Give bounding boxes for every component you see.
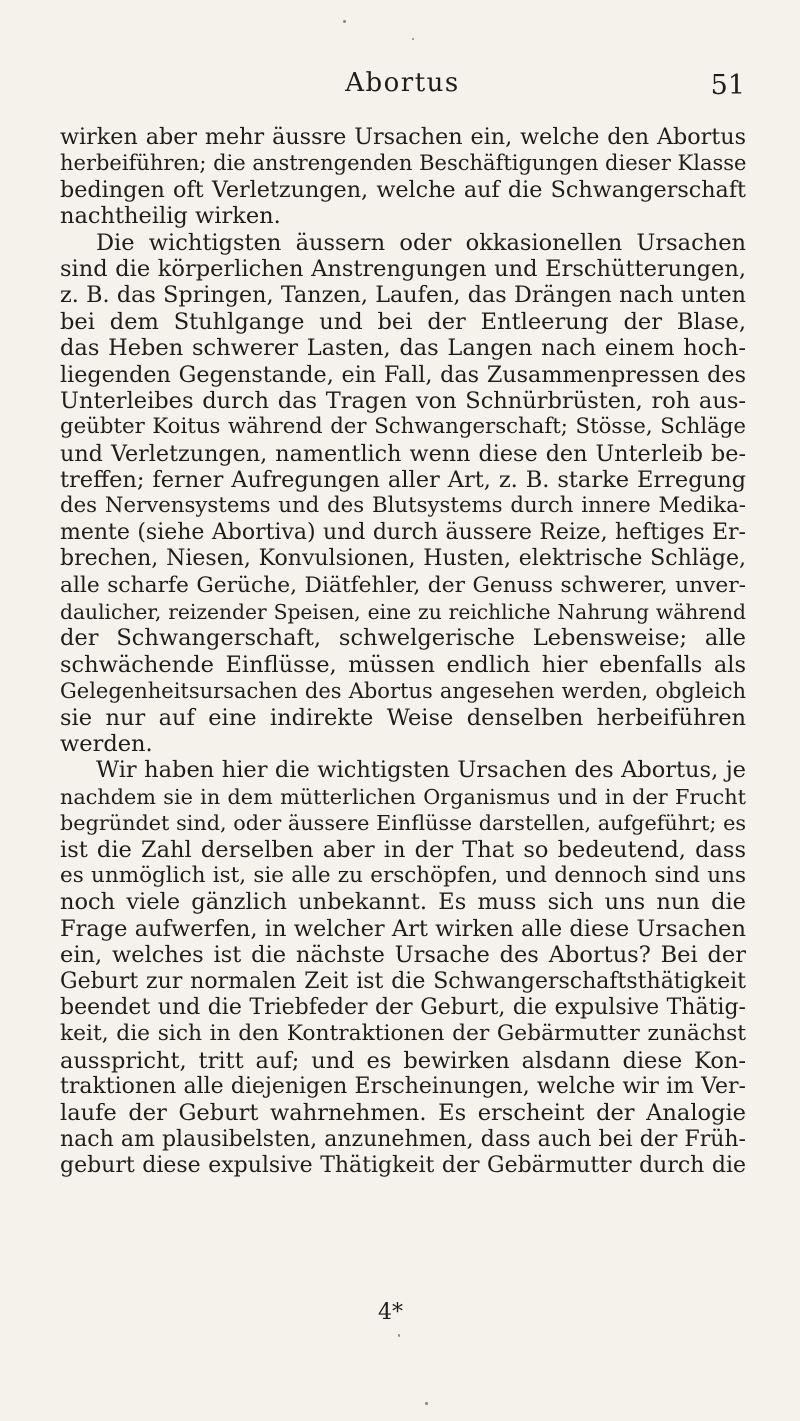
text-line: noch viele gänzlich unbekannt. Es muss sich uns nun die	[60, 889, 746, 916]
text-line: alle scharfe Gerüche, Diätfehler, der Genuss schwerer, unver-	[60, 572, 746, 598]
text-line: Gelegenheitsursachen des Abortus angesehen werden, obgleich	[60, 679, 746, 704]
text-line: bedingen oft Verletzungen, welche auf die Schwangerschaft	[60, 176, 746, 203]
printer-signature: 4*	[378, 1300, 403, 1325]
text-line: ausspricht, tritt auf; und es bewirken alsdann diese Kon-	[60, 1047, 746, 1074]
print-speck	[425, 1402, 428, 1405]
text-line: bei dem Stuhlgange und bei der Entleerung der Blase,	[60, 308, 746, 335]
text-line: begründet sind, oder äussere Einflüsse darstellen, aufgeführt; es	[60, 811, 746, 836]
running-title: Abortus	[345, 68, 460, 98]
print-speck	[343, 20, 346, 23]
text-line: des Nervensystems und des Blutsystems durch innere Medika-	[60, 493, 746, 519]
text-line: wirken aber mehr äussre Ursachen ein, welche den Abortus	[60, 124, 746, 150]
text-line: sind die körperlichen Anstrengungen und Erschütterungen,	[60, 255, 746, 282]
text-line: beendet und die Triebfeder der Geburt, die expulsive Thätig-	[60, 994, 746, 1020]
text-line: mente (siehe Abortiva) und durch äussere Reize, heftiges Er-	[60, 519, 746, 545]
text-line: und Verletzungen, namentlich wenn diese den Unterleib be-	[60, 440, 746, 467]
text-line: nach am plausibelsten, anzunehmen, dass auch bei der Früh-	[60, 1126, 746, 1152]
page-footer	[0, 1300, 800, 1330]
text-line: es unmöglich ist, sie alle zu erschöpfen, und dennoch sind uns	[60, 862, 746, 888]
text-line: liegenden Gegenstande, ein Fall, das Zusammenpressen des	[60, 361, 746, 388]
text-line: ein, welches ist die nächste Ursache des Abortus? Bei der	[60, 942, 746, 969]
text-line: Frage aufwerfen, in welcher Art wirken alle diese Ursachen	[60, 915, 746, 942]
text-line: ist die Zahl derselben aber in der That so bedeutend, dass	[60, 836, 746, 863]
text-line: sie nur auf eine indirekte Weise denselben herbeiführen	[60, 704, 746, 731]
body-text	[60, 124, 746, 1180]
text-line: Wir haben hier die wichtigsten Ursachen des Abortus, je	[96, 757, 746, 784]
print-speck	[398, 1334, 400, 1337]
print-speck	[412, 38, 414, 40]
text-line: traktionen alle diejenigen Erscheinungen, welche wir im Ver-	[60, 1074, 746, 1100]
text-line: keit, die sich in den Kontraktionen der Gebärmutter zunächst	[60, 1021, 746, 1047]
text-line: nachdem sie in dem mütterlichen Organismus und in der Frucht	[60, 784, 746, 809]
text-line: laufe der Geburt wahrnehmen. Es erscheint der Analogie	[60, 1100, 746, 1127]
text-line: Die wichtigsten äussern oder okkasionellen Ursachen	[96, 229, 746, 256]
text-line: nachtheilig wirken.	[60, 203, 281, 230]
text-line: der Schwangerschaft, schwelgerische Lebensweise; alle	[60, 625, 746, 652]
text-line: das Heben schwerer Lasten, das Langen nach einem hoch-	[60, 335, 746, 362]
page-header	[60, 68, 745, 108]
text-line: z. B. das Springen, Tanzen, Laufen, das Drängen nach unten	[60, 282, 746, 309]
text-line: daulicher, reizender Speisen, eine zu reichliche Nahrung während	[60, 600, 746, 625]
text-line: brechen, Niesen, Konvulsionen, Husten, elektrische Schläge,	[60, 546, 746, 572]
text-line: herbeiführen; die anstrengenden Beschäftigungen dieser Klasse	[60, 151, 747, 176]
text-line: geburt diese expulsive Thätigkeit der Gebärmutter durch die	[60, 1153, 746, 1179]
text-line: Unterleibes durch das Tragen von Schnürbrüsten, roh aus-	[60, 387, 746, 414]
page-number: 51	[710, 70, 745, 101]
text-line: Geburt zur normalen Zeit ist die Schwangerschaftsthätigkeit	[60, 968, 746, 994]
text-line: schwächende Einflüsse, müssen endlich hier ebenfalls als	[60, 651, 746, 678]
text-line: werden.	[60, 730, 153, 757]
text-line: geübter Koitus während der Schwangerschaft; Stösse, Schläge	[60, 414, 746, 440]
text-line: treffen; ferner Aufregungen aller Art, z. B. starke Erregung	[60, 467, 746, 494]
